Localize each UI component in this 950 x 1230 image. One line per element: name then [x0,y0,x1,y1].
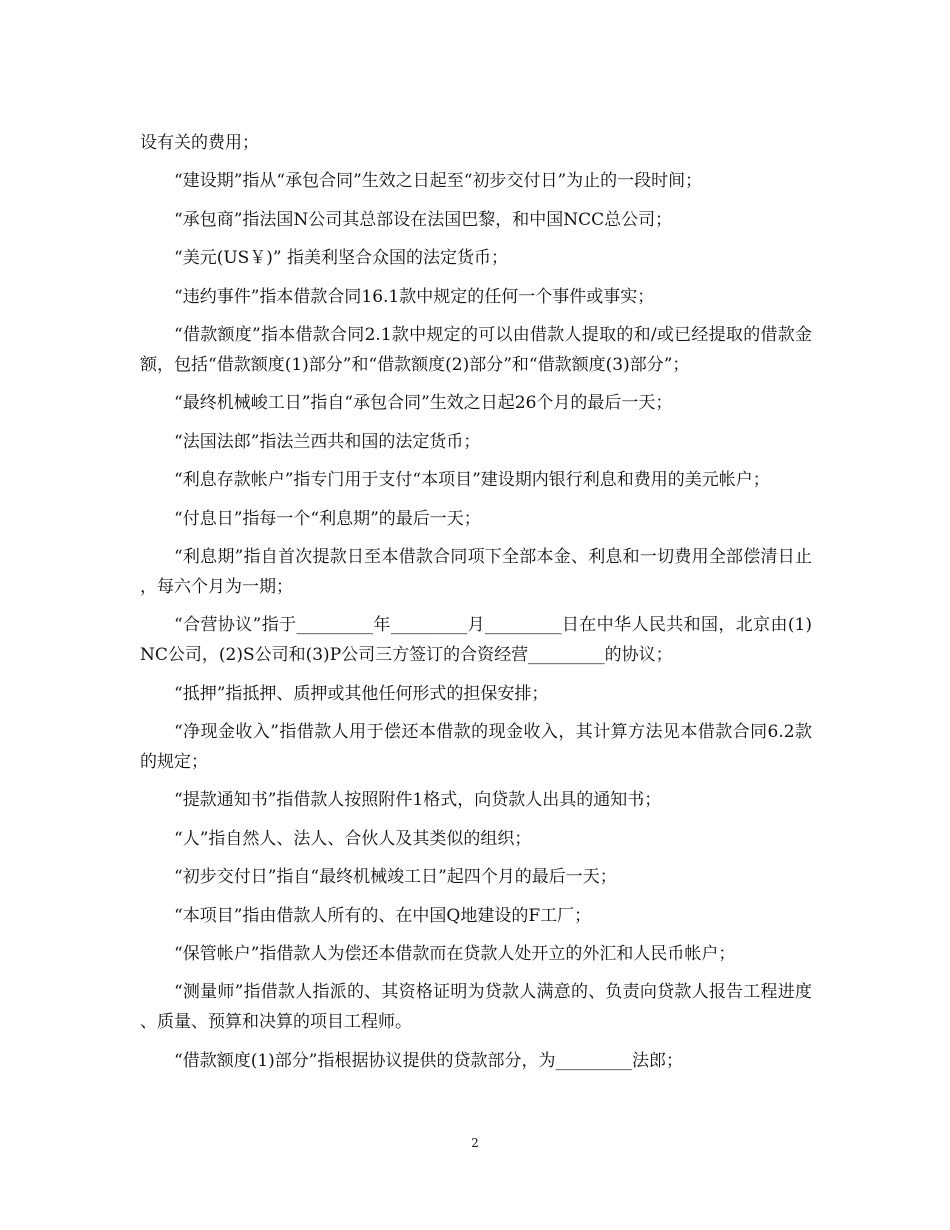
paragraph-2: “建设期”指从“承包合同”生效之日起至“初步交付日”为止的一段时间； [174,171,703,192]
paragraph-16: “人”指自然人、法人、合伙人及其类似的组织； [174,828,532,849]
paragraph-15: “提款通知书”指借款人按照附件1格式，向贷款人出具的通知书； [174,790,662,811]
paragraph-18: “本项目”指由借款人所有的、在中国Q地建设的F工厂； [174,905,592,926]
document-body [140,128,812,1084]
paragraph-21: “借款额度(1)部分”指根据协议提供的贷款部分，为_________法郎； [174,1050,683,1071]
paragraph-13: “抵押”指抵押、质押或其他任何形式的担保安排； [174,683,549,704]
paragraph-7: “最终机械峻工日”指自“承包合同”生效之日起26个月的最后一天； [174,393,673,414]
paragraph-11: “利息期”指自首次提款日至本借款合同项下全部本金、利息和一切费用全部偿清日止，每六个月为一期； [140,546,812,597]
paragraph-9: “利息存款帐户”指专门用于支付“本项目”建设期内银行利息和费用的美元帐户； [174,470,770,491]
paragraph-5: “违约事件”指本借款合同16.1款中规定的任何一个事件或事实； [174,286,655,307]
paragraph-8: “法国法郎”指法兰西共和国的法定货币； [174,431,481,452]
paragraph-1: 设有关的费用； [140,133,259,153]
paragraph-20: “测量师”指借款人指派的、其资格证明为贷款人满意的、负责向贷款人报告工程进度、质量、预算和决算的项目工程师。 [140,982,812,1033]
paragraph-12: “合营协议”指于_________年_________月_________日在中华人民共和国，北京由(1)NC公司，(2)S公司和(3)P公司三方签订的合资经营_________的协议； [140,615,812,666]
page-number: 2 [471,1136,479,1150]
paragraph-6: “借款额度”指本借款合同2.1款中规定的可以由借款人提取的和/或已经提取的借款金额，包括“借款额度(1)部分”和“借款额度(2)部分”和“借款额度(3)部分”； [140,324,812,375]
paragraph-17: “初步交付日”指自“最终机械竣工日”起四个月的最后一天； [174,867,617,888]
paragraph-19: “保管帐户”指借款人为偿还本借款而在贷款人处开立的外汇和人民币帐户； [174,944,736,965]
paragraph-3: “承包商”指法国N公司其总部设在法国巴黎，和中国NCC总公司； [174,209,673,230]
paragraph-14: “净现金收入”指借款人用于偿还本借款的现金收入，其计算方法见本借款合同6.2款的规定； [140,722,812,773]
paragraph-10: “付息日”指每一个“利息期”的最后一天； [174,508,481,529]
paragraph-4: “美元(US￥)” 指美利坚合众国的法定货币； [174,248,509,269]
